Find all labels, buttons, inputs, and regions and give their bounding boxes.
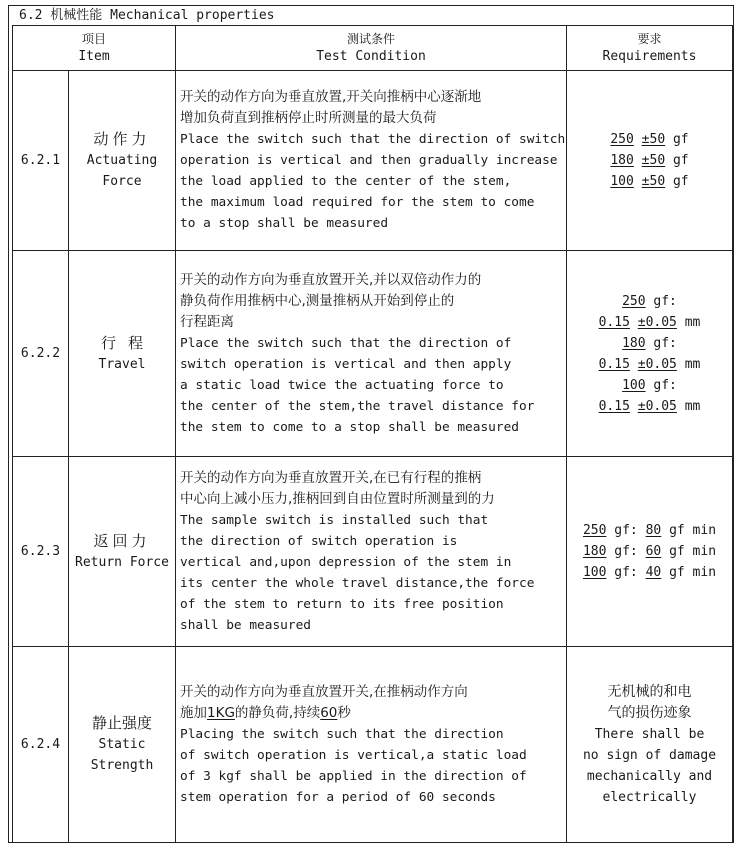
condition-en-line: the center of the stem,the travel distance for: [180, 398, 535, 414]
condition-cn-line: 行程距离: [180, 313, 234, 330]
table-frame: [8, 5, 734, 843]
header-condition-en: Test Condition: [316, 49, 426, 64]
unit: gf min: [669, 565, 717, 580]
tolerance-value: 50: [649, 153, 666, 168]
requirement-line: [567, 150, 732, 171]
row-requirement: [567, 647, 733, 843]
requirement-line: [567, 312, 732, 333]
tolerance-value: 0.05: [645, 314, 677, 330]
condition-cn-part: 施加: [180, 704, 207, 721]
force-value: 250: [582, 523, 607, 538]
item-cn: 动作力: [93, 130, 151, 148]
condition-en-line: the load applied to the center of the stem,: [180, 174, 512, 189]
return-value: 80: [645, 523, 662, 538]
duration-value: 60: [320, 704, 338, 721]
condition-cn-part: 的静负荷,持续: [234, 704, 321, 721]
force-value: 100: [610, 174, 634, 189]
requirement-line: [567, 129, 732, 150]
tolerance-value: 0.05: [645, 356, 677, 372]
requirement-line: [567, 333, 732, 354]
condition-en-line: switch operation is vertical and then apply: [180, 356, 512, 372]
condition-en-line: its center the whole travel distance,the force: [180, 575, 535, 591]
condition-cn-line: 静负荷作用推柄中心,测量推柄从开始到停止的: [180, 292, 455, 309]
unit: gf: [672, 174, 689, 189]
tolerance-sign: ±: [637, 314, 646, 330]
condition-en-line: The sample switch is installed such that: [180, 512, 489, 528]
row-requirement: [567, 71, 733, 251]
item-cn: 行程: [100, 333, 155, 352]
unit: gf min: [669, 523, 717, 538]
condition-en-line: a static load twice the actuating force to: [180, 377, 504, 393]
row-number: 6.2.4: [13, 647, 69, 843]
requirement-line: [567, 396, 732, 417]
unit: mm: [684, 398, 701, 414]
header-row: [13, 26, 733, 71]
row-requirement: [567, 251, 733, 457]
requirement-en-line: no sign of damage: [582, 747, 717, 763]
travel-value: 0.15: [598, 398, 630, 414]
requirement-en-line: mechanically and: [586, 768, 713, 784]
item-en-line: Travel: [98, 356, 146, 372]
load-value: 1KG: [207, 704, 235, 721]
row-condition: [176, 251, 567, 457]
table-row: [13, 251, 733, 457]
force-value: 250: [610, 132, 634, 147]
tolerance-sign: ±: [637, 398, 646, 414]
header-item-cn: 项目: [81, 32, 106, 46]
table-row: [13, 647, 733, 843]
tolerance-value: 50: [649, 174, 666, 189]
requirement-line: [567, 541, 732, 562]
row-number: 6.2.2: [13, 251, 69, 457]
tolerance-sign: ±: [641, 153, 650, 168]
force-unit: gf:: [614, 523, 638, 538]
header-requirements-cn: 要求: [637, 32, 662, 46]
unit: mm: [684, 356, 701, 372]
tolerance-sign: ±: [641, 132, 650, 147]
tolerance-value: 50: [649, 132, 666, 147]
header-condition: [176, 26, 567, 71]
tolerance-sign: ±: [637, 356, 646, 372]
condition-en-line: the stem to come to a stop shall be measured: [180, 419, 519, 435]
header-requirements: [567, 26, 733, 71]
unit: mm: [684, 314, 701, 330]
row-condition: [176, 647, 567, 843]
condition-en-line: Place the switch such that the direction of switch: [180, 132, 566, 147]
item-en-line: Actuating: [86, 153, 158, 168]
requirement-line: [567, 354, 732, 375]
requirement-line: [567, 562, 732, 583]
requirement-cn-line: 无机械的和电: [607, 683, 692, 700]
table-row: [13, 457, 733, 647]
item-en-line: Return Force: [75, 554, 169, 570]
mechanical-properties-table: [12, 25, 733, 843]
travel-value: 0.15: [598, 314, 630, 330]
return-value: 40: [645, 565, 662, 580]
condition-cn-part: 秒: [337, 704, 351, 721]
row-requirement: [567, 457, 733, 647]
row-condition: [176, 71, 567, 251]
force-unit: gf:: [653, 335, 677, 351]
requirement-line: [567, 375, 732, 396]
condition-en-line: stem operation for a period of 60 seconds: [180, 789, 496, 805]
condition-en-line: the maximum load required for the stem to come: [180, 195, 535, 210]
row-item: [69, 251, 176, 457]
row-item: [69, 457, 176, 647]
table-row: [13, 71, 733, 251]
row-item: [69, 647, 176, 843]
requirement-cn-line: 气的损伤迹象: [607, 704, 692, 721]
force-value: 180: [622, 335, 646, 351]
force-unit: gf:: [614, 565, 638, 580]
requirement-line: [567, 291, 732, 312]
condition-cn-line: 增加负荷直到推柄停止时所测量的最大负荷: [180, 110, 437, 126]
item-cn: 返回力: [93, 531, 151, 550]
force-value: 180: [582, 544, 607, 559]
condition-cn-line: 开关的动作方向为垂直放置,开关向推柄中心逐渐地: [180, 89, 482, 105]
unit: gf: [672, 153, 689, 168]
requirement-line: [567, 520, 732, 541]
force-unit: gf:: [653, 293, 677, 309]
row-number: 6.2.3: [13, 457, 69, 647]
condition-cn-line: 开关的动作方向为垂直放置开关,在推柄动作方向: [180, 683, 468, 700]
condition-en-line: of 3 kgf shall be applied in the direction of: [180, 768, 527, 784]
item-en-line: Static: [98, 737, 146, 752]
force-value: 180: [610, 153, 634, 168]
condition-en-line: to a stop shall be measured: [180, 216, 389, 231]
row-number: 6.2.1: [13, 71, 69, 251]
force-value: 250: [622, 293, 646, 309]
condition-cn-line: 开关的动作方向为垂直放置开关,并以双倍动作力的: [180, 271, 482, 288]
force-value: 100: [622, 377, 646, 393]
condition-en-line: Placing the switch such that the direction: [180, 726, 504, 742]
requirement-en-line: There shall be: [594, 726, 705, 742]
condition-cn-line: 开关的动作方向为垂直放置开关,在已有行程的推柄: [180, 469, 482, 486]
section-title: 6.2 机械性能 Mechanical properties: [19, 8, 275, 23]
force-unit: gf:: [653, 377, 677, 393]
condition-en-line: operation is vertical and then gradually increase: [180, 153, 558, 168]
requirement-line: [567, 171, 732, 192]
row-item: [69, 71, 176, 251]
condition-cn-line: [180, 703, 562, 724]
item-en-line: Strength: [90, 758, 154, 773]
condition-en-line: of switch operation is vertical,a static load: [180, 747, 527, 763]
force-unit: gf:: [614, 544, 638, 559]
header-item: [13, 26, 176, 71]
header-item-en: Item: [78, 49, 110, 64]
row-condition: [176, 457, 567, 647]
condition-en-line: the direction of switch operation is: [180, 533, 458, 549]
condition-en-line: shall be measured: [180, 617, 311, 633]
unit: gf min: [669, 544, 717, 559]
requirement-en-line: electrically: [602, 789, 697, 805]
condition-en-line: vertical and,upon depression of the stem in: [180, 554, 512, 570]
item-cn: 静止强度: [91, 714, 152, 732]
tolerance-value: 0.05: [645, 398, 677, 414]
travel-value: 0.15: [598, 356, 630, 372]
unit: gf: [672, 132, 689, 147]
return-value: 60: [645, 544, 662, 559]
item-en-line: Force: [102, 174, 142, 189]
tolerance-sign: ±: [641, 174, 650, 189]
header-condition-cn: 测试条件: [346, 32, 395, 46]
header-requirements-en: Requirements: [602, 49, 697, 64]
condition-en-line: Place the switch such that the direction of: [180, 335, 512, 351]
condition-en-line: of the stem to return to its free position: [180, 596, 504, 612]
force-value: 100: [582, 565, 607, 580]
condition-cn-line: 中心向上减小压力,推柄回到自由位置时所测量到的力: [180, 490, 495, 507]
